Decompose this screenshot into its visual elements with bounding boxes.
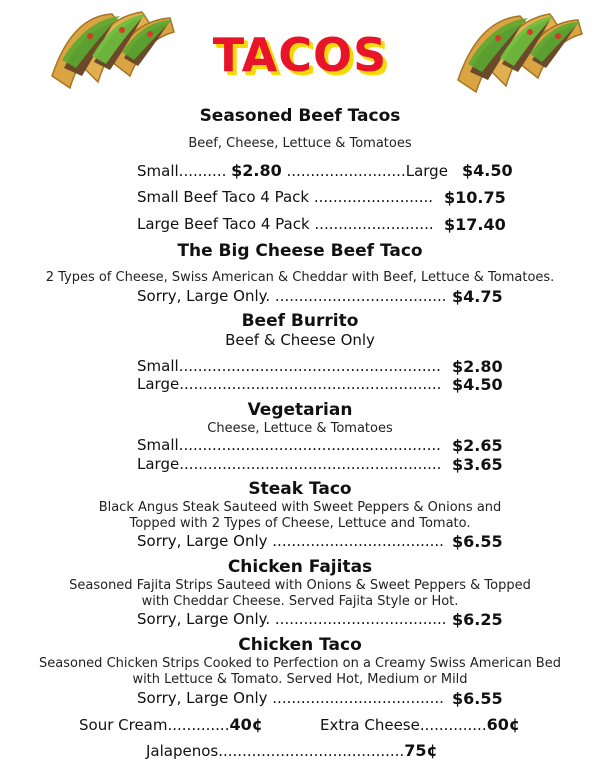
vegetarian-small-price: $2.65	[452, 436, 503, 455]
menu-title: TACOS	[212, 28, 388, 82]
burrito-large-label: Large	[137, 375, 180, 393]
fajitas-label: Sorry, Large Only.	[137, 610, 271, 628]
extra-cheese-row: Extra Cheese..............60¢	[320, 715, 521, 734]
chicken-price: $6.55	[452, 689, 503, 708]
chicken-row: Sorry, Large Only ....................................	[137, 689, 444, 707]
beef-description: Beef, Cheese, Lettuce & Tomatoes	[188, 136, 412, 151]
burrito-description: Beef & Cheese Only	[225, 331, 375, 349]
beef-large4-label: Large Beef Taco 4 Pack	[137, 215, 310, 233]
beef-small-label: Small	[137, 162, 179, 180]
burrito-small-row: Small.......................................................	[137, 357, 441, 375]
steak-heading: Steak Taco	[248, 479, 352, 499]
steak-description-1: Black Angus Steak Sauteed with Sweet Peppers & Onions and	[98, 500, 502, 515]
fajitas-price: $6.25	[452, 610, 503, 629]
burrito-heading: Beef Burrito	[241, 311, 359, 331]
steak-description-2: Topped with 2 Types of Cheese, Lettuce and Tomato.	[129, 516, 471, 531]
fajitas-heading: Chicken Fajitas	[227, 557, 373, 577]
chicken-description-2: with Lettuce & Tomato. Served Hot, Medium or Mild	[132, 672, 468, 687]
big-cheese-price: $4.75	[452, 287, 503, 306]
steak-price: $6.55	[452, 532, 503, 551]
big-cheese-label: Sorry, Large Only.	[137, 287, 271, 305]
jalapenos-price: 75¢	[404, 741, 438, 760]
chicken-label: Sorry, Large Only	[137, 689, 268, 707]
sour-cream-label: Sour Cream	[79, 716, 168, 734]
jalapenos-label: Jalapenos	[146, 742, 219, 760]
beef-small-price: $2.80	[231, 161, 282, 180]
steak-row: Sorry, Large Only ....................................	[137, 532, 444, 550]
beef-4pack-label: Small Beef Taco 4 Pack	[137, 188, 310, 206]
vegetarian-description: Cheese, Lettuce & Tomatoes	[207, 421, 393, 436]
extra-cheese-label: Extra Cheese	[320, 716, 420, 734]
steak-label: Sorry, Large Only	[137, 532, 268, 550]
big-cheese-row: Sorry, Large Only. ....................................	[137, 287, 447, 305]
beef-price-row: Small.......... $2.80 .........................Large	[137, 161, 448, 180]
beef-4pack-price: $10.75	[444, 188, 506, 207]
fajitas-description-1: Seasoned Fajita Strips Sauteed with Onions & Sweet Peppers & Topped	[69, 578, 531, 593]
big-cheese-description: 2 Types of Cheese, Swiss American & Cheddar with Beef, Lettuce & Tomatoes.	[45, 270, 555, 285]
jalapenos-row: Jalapenos.......................................75¢	[146, 741, 438, 760]
vegetarian-large-label: Large	[137, 455, 180, 473]
beef-large-price: $4.50	[462, 161, 513, 180]
beef-4pack-row: Small Beef Taco 4 Pack .........................	[137, 188, 434, 206]
beef-large4-price: $17.40	[444, 215, 506, 234]
big-cheese-heading: The Big Cheese Beef Taco	[177, 241, 423, 261]
sour-cream-row: Sour Cream.............40¢	[79, 715, 263, 734]
vegetarian-small-label: Small	[137, 436, 179, 454]
vegetarian-small-row: Small.......................................................	[137, 436, 441, 454]
fajitas-row: Sorry, Large Only. ....................................	[137, 610, 447, 628]
vegetarian-large-price: $3.65	[452, 455, 503, 474]
sour-cream-price: 40¢	[229, 715, 263, 734]
fajitas-description-2: with Cheddar Cheese. Served Fajita Style or Hot.	[141, 594, 459, 609]
burrito-small-price: $2.80	[452, 357, 503, 376]
vegetarian-large-row: Large.......................................................	[137, 455, 442, 473]
chicken-description-1: Seasoned Chicken Strips Cooked to Perfection on a Creamy Swiss American Bed	[39, 656, 561, 671]
burrito-large-row: Large.......................................................	[137, 375, 442, 393]
chicken-heading: Chicken Taco	[238, 635, 362, 655]
vegetarian-heading: Vegetarian	[247, 400, 353, 420]
burrito-large-price: $4.50	[452, 375, 503, 394]
extra-cheese-price: 60¢	[486, 715, 521, 734]
burrito-small-label: Small	[137, 357, 179, 375]
beef-large-label: Large	[405, 162, 448, 180]
beef-heading: Seasoned Beef Tacos	[199, 106, 401, 126]
beef-large4-row: Large Beef Taco 4 Pack .........................	[137, 215, 434, 233]
